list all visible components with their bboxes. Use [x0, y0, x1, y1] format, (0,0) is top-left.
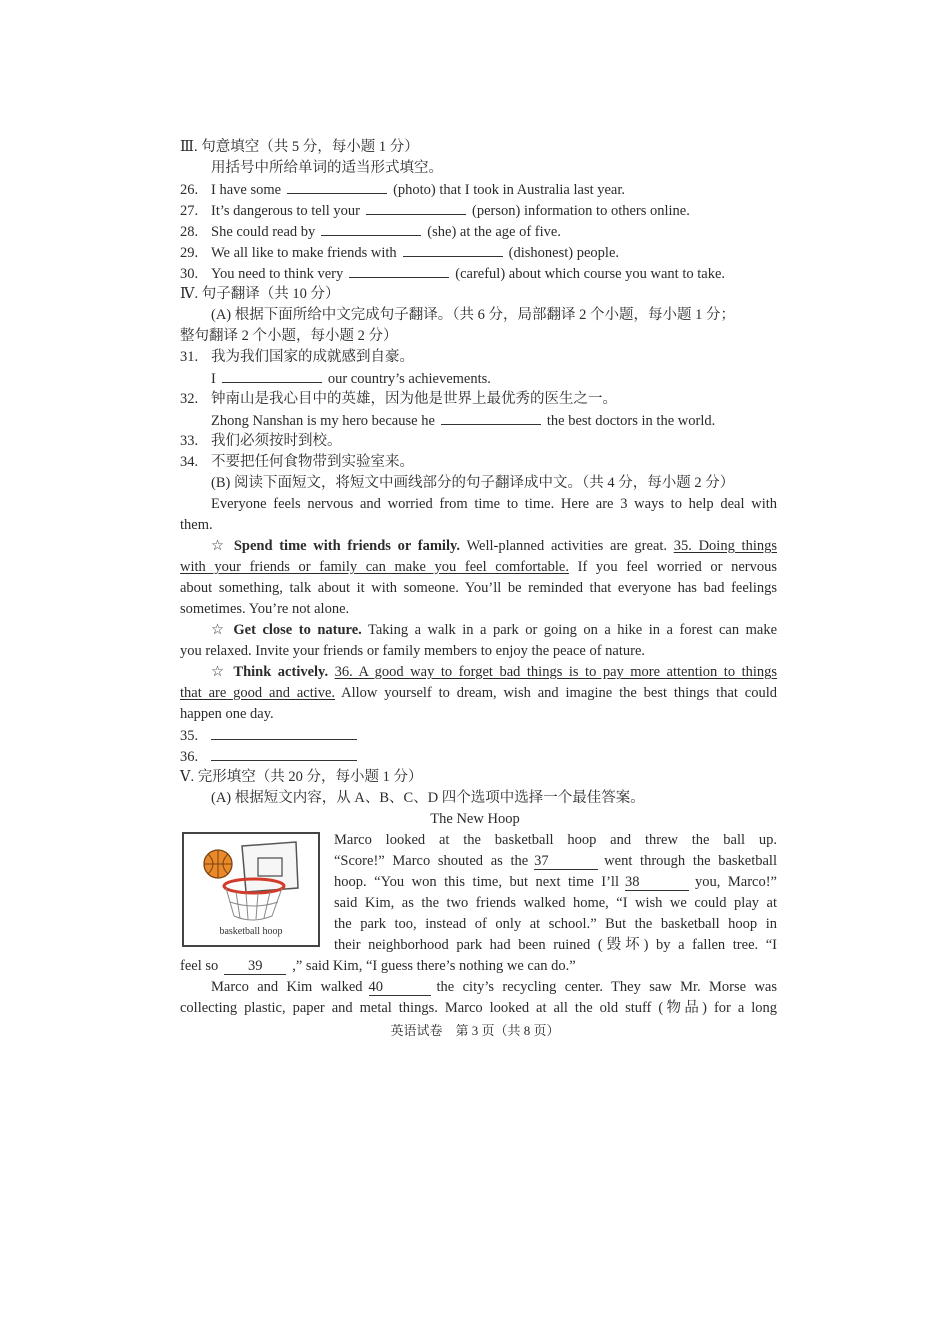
answer-blank-29[interactable]	[403, 242, 503, 257]
story-line-1: Marco looked at the basketball hoop and threw the ball up.	[334, 832, 777, 848]
section4-partA-instruction-cont: 整句翻译 2 个小题，每小题 2 分）	[180, 328, 398, 344]
story-line-4: said Kim, as the two friends walked home, “I wish we could play at	[334, 895, 777, 911]
question-34: 34. 不要把任何食物带到实验室来。	[180, 454, 414, 470]
passage-tip-1: ☆ Spend time with friends or family. Well-planned activities are great. 35. Doing things	[211, 538, 777, 554]
story-line-5: the park too, instead of only at school.” But the basketball hoop in	[334, 916, 777, 932]
tip-heading: Get close to nature.	[233, 622, 362, 638]
section3-instruction: 用括号中所给单词的适当形式填空。	[211, 160, 443, 176]
answer-35: 35.	[180, 725, 363, 746]
passage-tip-1-line2: with your friends or family can make you feel comfortable. If you feel worried or nervous	[180, 559, 778, 575]
story-line-6: their neighborhood park had been ruined (毁坏) by a fallen tree. “I	[334, 937, 777, 953]
question-31-english: I our country’s achievements.	[211, 368, 491, 389]
passage-tip-1-line4: sometimes. You’re not alone.	[180, 601, 350, 617]
tip-heading: Think actively.	[233, 664, 329, 680]
section4-title: Ⅳ. 句子翻译（共 10 分）	[180, 286, 340, 302]
cloze-blank-40[interactable]: 40	[369, 979, 431, 996]
section4-partB-instruction: (B) 阅读下面短文，将短文中画线部分的句子翻译成中文。（共 4 分，每小题 2 分）	[211, 475, 735, 491]
basketball-hoop-figure	[182, 832, 320, 947]
passage-tip-3-line2: that are good and active. Allow yourself to dream, wish and imagine the best things that could	[180, 685, 777, 701]
passage-tip-3-line3: happen one day.	[180, 706, 274, 722]
underlined-sentence-35: 35. Doing things	[673, 538, 777, 554]
underlined-sentence-36: 36. A good way to forget bad things is to pay more attention to things	[334, 664, 778, 680]
answer-blank-31[interactable]	[222, 368, 322, 383]
passage-intro: Everyone feels nervous and worried from time to time. Here are 3 ways to help deal with	[211, 496, 777, 512]
story-line-9: collecting plastic, paper and metal things. Marco looked at all the old stuff (物品) for a long	[180, 1000, 777, 1016]
underlined-sentence-36-cont: that are good and active.	[180, 685, 336, 701]
cloze-blank-37[interactable]: 37	[534, 853, 598, 870]
passage-intro-cont: them.	[180, 517, 213, 533]
passage-tip-2: ☆ Get close to nature. Taking a walk in a park or going on a hike in a forest can make	[211, 622, 778, 638]
answer-blank-26[interactable]	[287, 179, 387, 194]
passage-tip-3	[211, 662, 777, 682]
answer-blank-27[interactable]	[366, 200, 466, 215]
star-icon: ☆	[211, 538, 228, 554]
answer-line-36[interactable]	[211, 746, 357, 761]
underlined-sentence-35-cont: with your friends or family can make you feel comfortable.	[180, 559, 569, 575]
page-footer: 英语试卷 第 3 页（共 8 页）	[390, 1023, 560, 1038]
section4-partA-instruction: (A) 根据下面所给中文完成句子翻译。（共 6 分，局部翻译 2 个小题，每小题 1 分；	[211, 307, 736, 323]
question-32-english: Zhong Nanshan is my hero because he the best doctors in the world.	[211, 410, 715, 431]
question-30: 30. You need to think very (careful) about which course you want to take.	[180, 263, 725, 284]
story-title: The New Hoop	[430, 811, 520, 827]
answer-line-35[interactable]	[211, 725, 357, 740]
cloze-blank-39[interactable]: 39	[224, 958, 286, 975]
story-line-8: Marco and Kim walked 40 the city’s recycling center. They saw Mr. Morse was	[211, 979, 777, 995]
passage-tip-1-line3: about something, talk about it with someone. You’ll be reminded that everyone has bad feelings	[180, 580, 777, 596]
cloze-blank-38[interactable]: 38	[625, 874, 689, 891]
question-28: 28. She could read by (she) at the age of five.	[180, 221, 561, 242]
star-icon: ☆	[211, 622, 227, 638]
passage-tip-2-line2: you relaxed. Invite your friends or family members to enjoy the peace of nature.	[180, 643, 646, 659]
star-icon: ☆	[211, 664, 227, 680]
section3-title: Ⅲ. 句意填空（共 5 分，每小题 1 分）	[180, 139, 419, 155]
story-line-3: hoop. “You won this time, but next time I’ll 38 you, Marco!”	[334, 874, 777, 890]
figure-caption: basketball hoop	[219, 926, 283, 937]
question-33: 33. 我们必须按时到校。	[180, 433, 342, 449]
section5-title: Ⅴ. 完形填空（共 20 分，每小题 1 分）	[180, 769, 423, 785]
story-line-2: “Score!” Marco shouted as the 37 went through the basketball	[334, 853, 777, 869]
tip-heading: Spend time with friends or family.	[233, 538, 461, 554]
answer-blank-30[interactable]	[349, 263, 449, 278]
story-line-7: feel so 39 ,” said Kim, “I guess there’s nothing we can do.”	[180, 958, 576, 974]
question-27: 27. It’s dangerous to tell your (person) information to others online.	[180, 200, 690, 221]
answer-blank-28[interactable]	[321, 221, 421, 236]
question-32-chinese: 32. 钟南山是我心目中的英雄，因为他是世界上最优秀的医生之一。	[180, 391, 617, 407]
answer-blank-32[interactable]	[441, 410, 541, 425]
answer-36: 36.	[180, 746, 363, 767]
question-29: 29. We all like to make friends with (dishonest) people.	[180, 242, 619, 263]
section5-instruction: (A) 根据短文内容，从 A、B、C、D 四个选项中选择一个最佳答案。	[211, 790, 645, 806]
question-31-chinese: 31. 我为我们国家的成就感到自豪。	[180, 349, 414, 365]
question-26: 26. I have some (photo) that I took in Australia last year.	[180, 179, 625, 200]
